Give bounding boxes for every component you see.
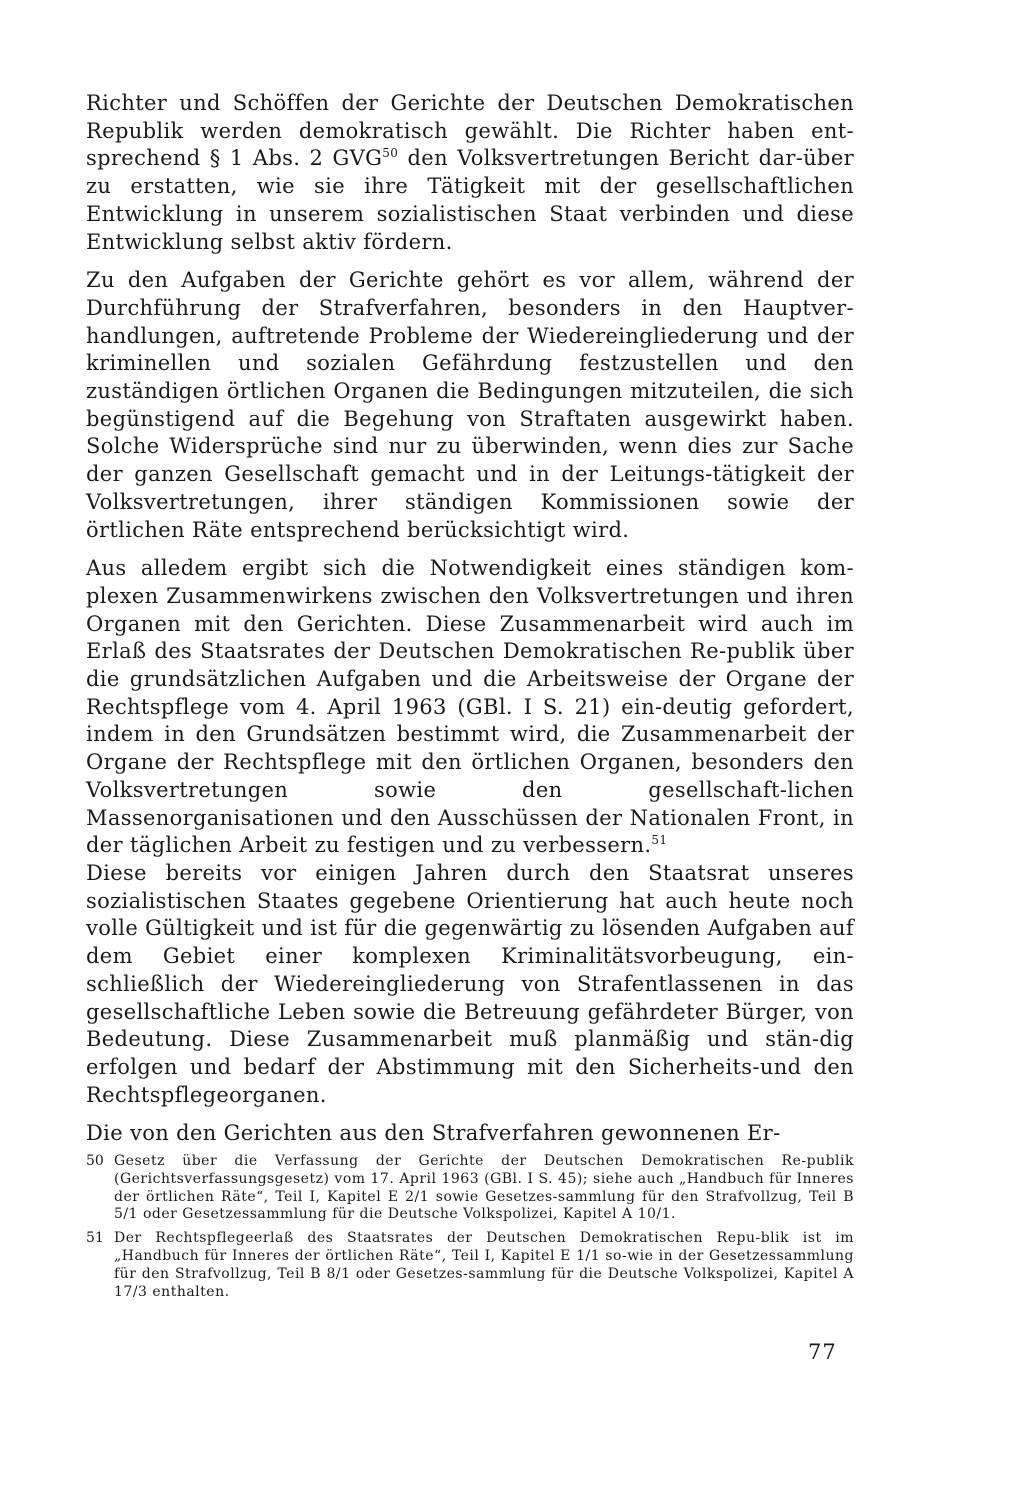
paragraph-4: Diese bereits vor einigen Jahren durch den Staatsrat unseres sozialistischen Staates gegebene Orientierung hat auch heute noch volle Gültigkeit und ist für die gegenwärtig zu lösenden Aufgaben auf dem Gebiet einer komplexen Kriminalitätsvorbeugung, ein-schließlich der Wiedereingliederung von Strafentlassenen in das gesellschaftliche Leben sowie die Betreuung gefährdeter Bürger, von Bedeutung. Diese Zusammenarbeit muß planmäßig und stän-dig erfolgen und bedarf der Abstimmung mit den Sicherheits-und den Rechtspflegeorganen. <box>86 860 854 1107</box>
footnote-text: Der Rechtspflegeerlaß des Staatsrates der Deutschen Demokratischen Repu-blik ist im „Handbuch für Inneres der örtlichen Räte“, Teil I, Kapitel E 1/1 so-wie in der Gesetzessammlung für den Strafvollzug, Teil B 8/1 oder Gesetzes-sammlung für die Deutsche Volkspolizei, Kapitel A 17/3 enthalten. <box>114 1230 854 1300</box>
paragraph-3-text: Aus alledem ergibt sich die Notwendigkeit eines ständigen kom-plexen Zusammenwirkens zwischen den Volksvertretungen und ihren Organen mit den Gerichten. Diese Zusammenarbeit wird auch im Erlaß des Staatsrates der Deutschen Demokratischen Re-publik über die grundsätzlichen Aufgaben und die Arbeitsweise der Organe der Rechtspflege vom 4. April 1963 (GBl. I S. 21) ein-deutig gefordert, indem in den Grundsätzen bestimmt wird, die Zusammenarbeit der Organe der Rechtspflege mit den örtlichen Organen, besonders den Volksvertretungen sowie den gesellschaft-lichen Massenorganisationen und den Ausschüssen der Nationalen Front, in der täglichen Arbeit zu festigen und zu verbessern. <box>86 556 854 858</box>
paragraph-1 <box>86 90 854 256</box>
footnote-ref-50: 50 <box>382 146 399 161</box>
footnote-50 <box>86 1153 854 1224</box>
footnote-number: 51 <box>86 1230 104 1247</box>
footnote-number: 50 <box>86 1153 104 1169</box>
footnote-text: Gesetz über die Verfassung der Gerichte der Deutschen Demokratischen Re-publik (Gerichtsverfassungsgesetz) vom 17. April 1963 (GBl. I S. 45); siehe auch „Handbuch für Inneres der örtlichen Räte“, Teil I, Kapitel E 2/1 sowie Gesetzes-sammlung für den Strafvollzug, Teil B 5/1 oder Gesetzessammlung für die Deutsche Volkspolizei, Kapitel A 10/1. <box>114 1153 854 1223</box>
footnote-ref-51: 51 <box>651 833 668 848</box>
page-number: 77 <box>808 1340 837 1364</box>
paragraph-2: Zu den Aufgaben der Gerichte gehört es vor allem, während der Durchführung der Strafverfahren, besonders in den Hauptver-handlungen, auftretende Probleme der Wiedereingliederung und der kriminellen und sozialen Gefährdung festzustellen und den zuständigen örtlichen Organen die Bedingungen mitzuteilen, die sich begünstigend auf die Begehung von Straftaten ausgewirkt haben. Solche Widersprüche sind nur zu überwinden, wenn dies zur Sache der ganzen Gesellschaft gemacht und in der Leitungs-tätigkeit der Volksvertretungen, ihrer ständigen Kommissionen sowie der örtlichen Räte entsprechend berücksichtigt wird. <box>86 268 854 542</box>
paragraph-1-continuation: den Volksvertretungen Bericht dar-über zu erstatten, wie sie ihre Tätigkeit mit der gesellschaftlichen Entwicklung in unserem sozialistischen Staat verbinden und diese Entwicklung selbst aktiv fördern. <box>86 146 854 254</box>
footnotes <box>86 1153 854 1307</box>
paragraph-5: Die von den Gerichten aus den Strafverfahren gewonnenen Er- <box>86 1121 781 1146</box>
footnote-51 <box>86 1230 854 1301</box>
document-body <box>86 90 854 1148</box>
paragraph-3 <box>86 555 854 860</box>
paragraph-1-text: Richter und Schöffen der Gerichte der Deutschen Demokratischen Republik werden demokratisch gewählt. Die Richter haben ent-sprechend § 1 Abs. 2 GVG <box>86 91 854 171</box>
